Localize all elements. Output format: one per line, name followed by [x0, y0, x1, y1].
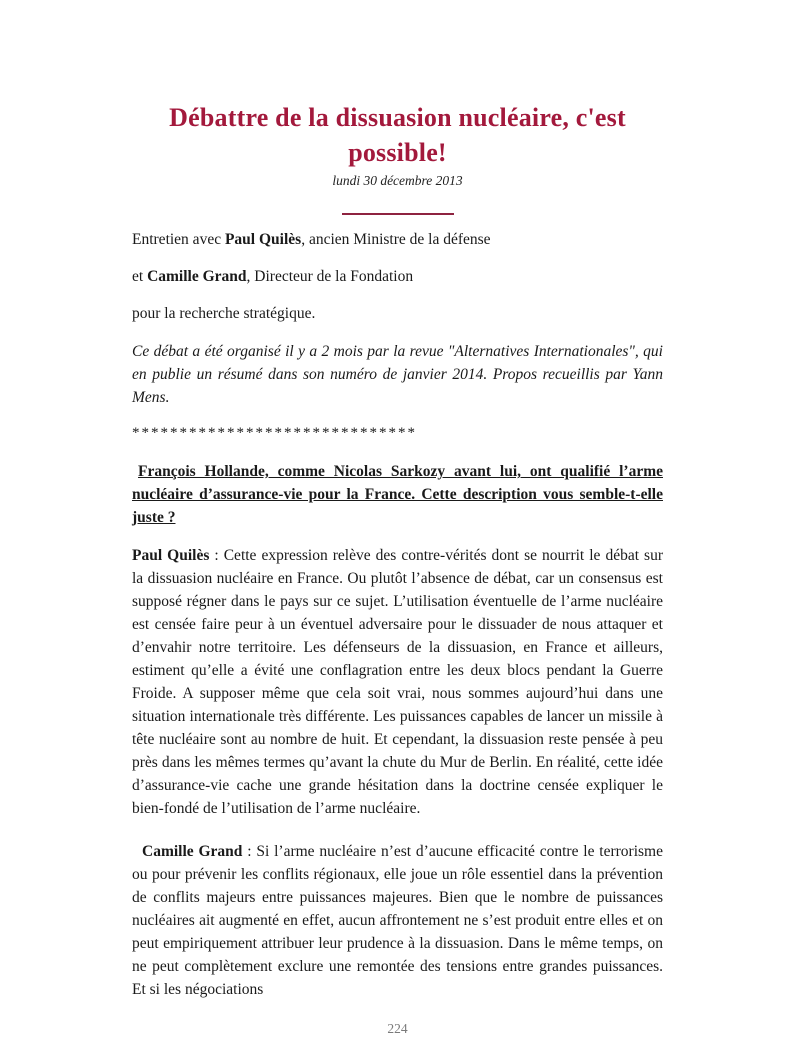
intro-text-pre: Entretien avec [132, 231, 225, 249]
speaker-name-paul-quiles: Paul Quilès [224, 231, 302, 249]
editorial-note: Ce débat a été organisé il y a 2 mois par la revue "Alternatives Internationales", qui en publie un résumé dans son numéro de janvier 2014. Propos recueillis par Yann Mens. [132, 343, 663, 407]
speaker-name-paul-quiles: Paul Quilès [132, 547, 210, 565]
speaker-name-camille-grand: Camille Grand [147, 268, 247, 286]
title-separator-line [342, 213, 454, 215]
answer-text: : Si l’arme nucléaire n’est d’aucune efficacité contre le terrorisme ou pour prévenir les conflits régionaux, elle joue un rôle essentiel dans la prévention de conflits majeurs entre puissances majeures. Bien que le nombre de puissances nucléaires ait augmenté en effet, aucun affrontement ne s’est produit entre elles et on peut empiriquement attribuer leur prudence à la dissuasion. Dans le même temps, on ne peut complètement exclure une remontée des tensions entre grandes puissances. Et si les négociations [132, 843, 663, 999]
intro-text-post: , ancien Ministre de la défense [301, 231, 491, 249]
intro-line-second-guest [132, 265, 663, 288]
answer-text: : Cette expression relève des contre-vérités dont se nourrit le débat sur la dissuasion nucléaire en France. Ou plutôt l’absence de débat, car un consensus est supposé régner dans le pays sur ce sujet. L’utilisation éventuelle de l’arme nucléaire est censée faire peur à un éventuel adversaire pour le dissuader de nous attaquer et d’envahir notre territoire. Les défenseurs de la dissuasion, en France et ailleurs, estiment qu’elle a évité une conflagration entre les deux blocs pendant la Guerre Froide. A supposer même que cela soit vrai, nous sommes aujourd’hui dans une situation internationale très différente. Les puissances capables de lancer un missile à tête nucléaire sont au nombre de huit. Et cependant, la dissuasion reste pensée à peu près dans les mêmes termes qu’avant la chute du Mur de Berlin. En réalité, cette idée d’assurance-vie cache une grande hésitation dans la doctrine censée expliquer le bien-fondé de l’utilisation de l’arme nucléaire. [132, 547, 663, 818]
intro-text-post: , Directeur de la Fondation [246, 268, 414, 286]
answer-paul-quiles [132, 544, 663, 820]
page-number: 224 [387, 1021, 408, 1036]
date-line: lundi 30 décembre 2013 [332, 173, 463, 189]
answer-camille-grand [132, 840, 663, 1001]
interview-question: François Hollande, comme Nicolas Sarkozy avant lui, ont qualifié l’arme nucléaire d’assurance-vie pour la France. Cette description vous semble-t-elle juste ? [132, 463, 663, 527]
intro-line-foundation: pour la recherche stratégique. [132, 305, 316, 323]
intro-text-pre: et [132, 268, 148, 286]
speaker-name-camille-grand: Camille Grand [142, 843, 243, 861]
page-title: Débattre de la dissuasion nucléaire, c'est possible! [169, 103, 626, 168]
intro-line-interview [132, 228, 663, 251]
asterisk-separator: ****************************** [132, 425, 417, 442]
